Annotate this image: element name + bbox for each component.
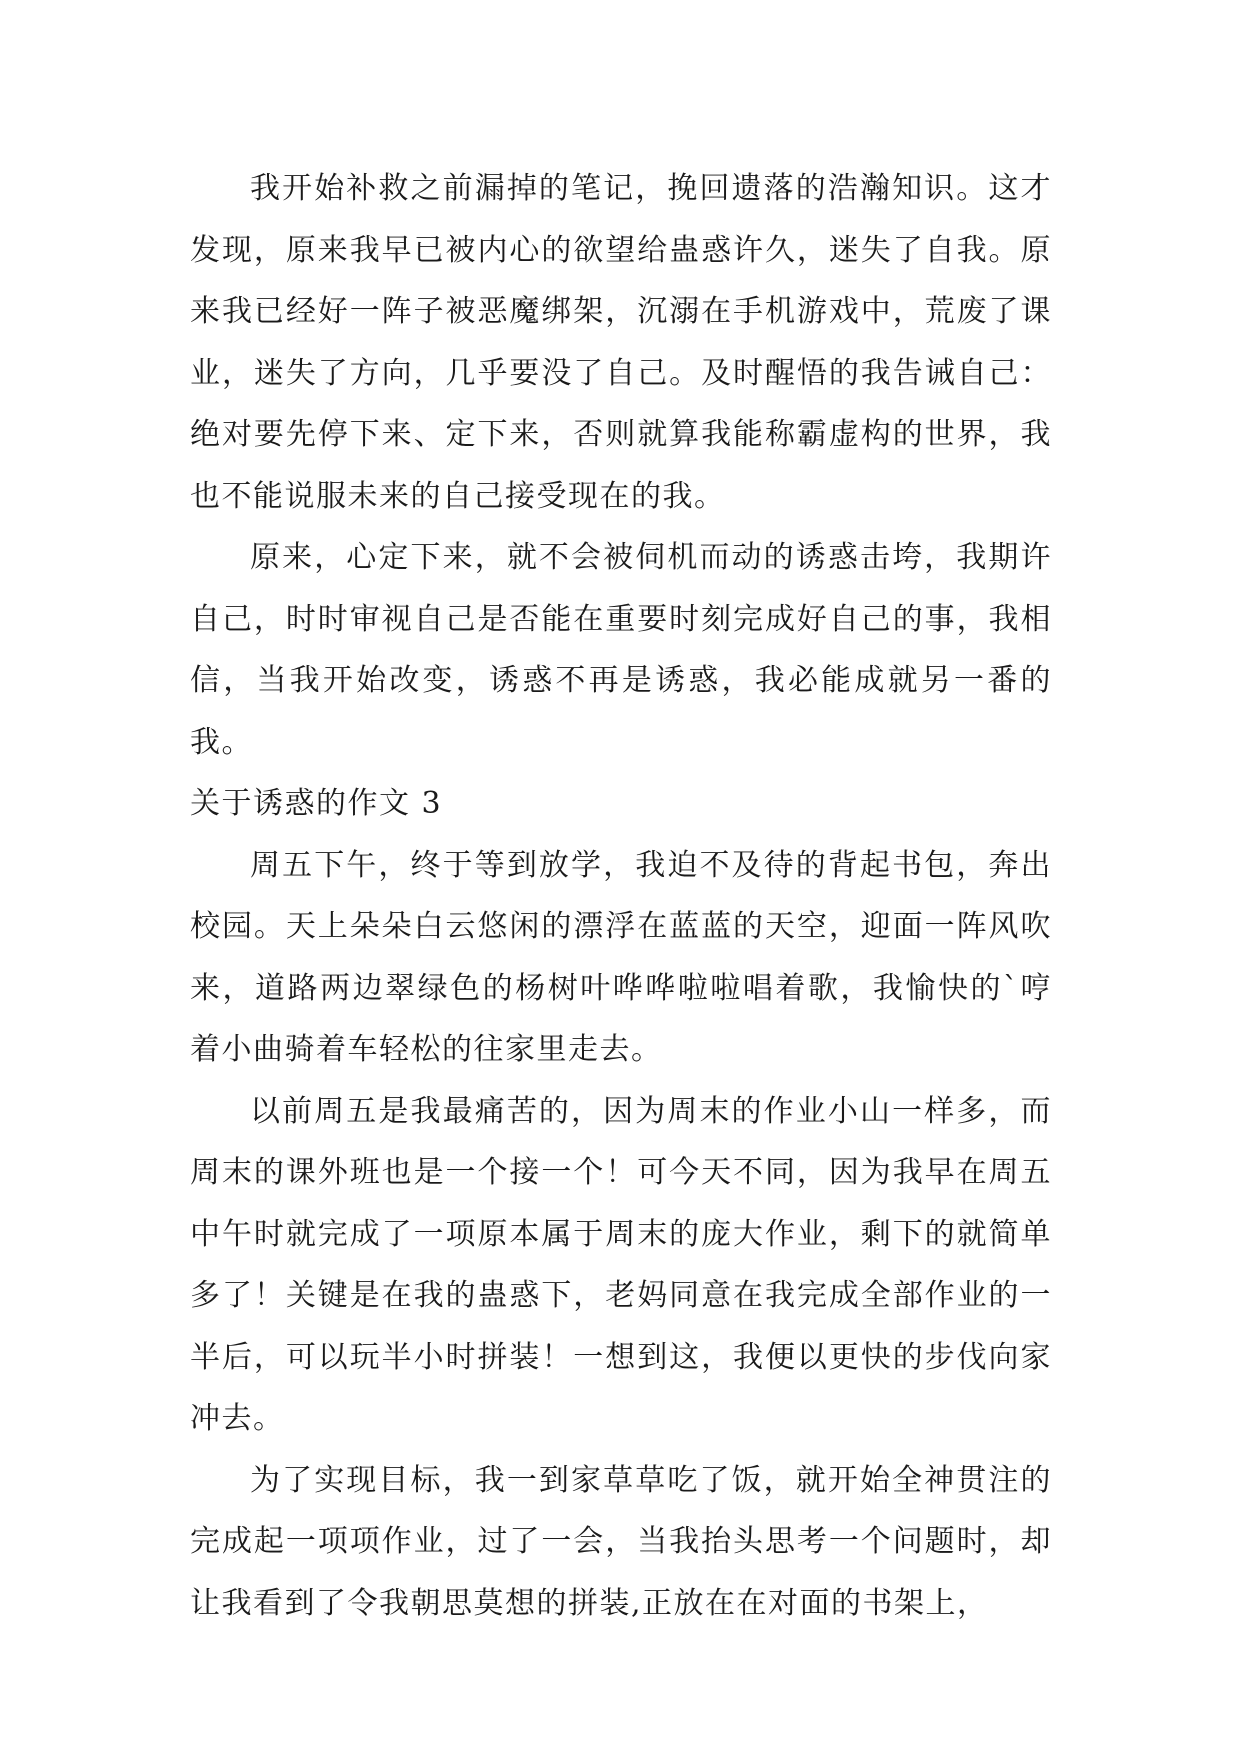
paragraph-2: 原来，心定下来，就不会被伺机而动的诱惑击垮，我期许自己，时时审视自己是否能在重要时刻完成好自己的事，我相信，当我开始改变，诱惑不再是诱惑，我必能成就另一番的我。 — [190, 540, 1052, 760]
document-body — [190, 158, 1052, 1634]
section-title: 关于诱惑的作文 3 — [190, 786, 443, 821]
paragraph-4: 以前周五是我最痛苦的，因为周末的作业小山一样多，而周末的课外班也是一个接一个！可今天不同，因为我早在周五中午时就完成了一项原本属于周末的庞大作业，剩下的就简单多了！关键是在我的蛊惑下，老妈同意在我完成全部作业的一半后，可以玩半小时拼装！一想到这，我便以更快的步伐向家冲去。 — [190, 1093, 1052, 1436]
paragraph-1: 我开始补救之前漏掉的笔记，挽回遗落的浩瀚知识。这才发现，原来我早已被内心的欲望给蛊惑许久，迷失了自我。原来我已经好一阵子被恶魔绑架，沉溺在手机游戏中，荒废了课业，迷失了方向，几乎要没了自己。及时醒悟的我告诫自己：绝对要先停下来、定下来，否则就算我能称霸虚构的世界，我也不能说服未来的自己接受现在的我。 — [190, 171, 1052, 514]
paragraph-5: 为了实现目标，我一到家草草吃了饭，就开始全神贯注的完成起一项项作业，过了一会，当我抬头思考一个问题时，却让我看到了令我朝思莫想的拼装,正放在在对面的书架上， — [190, 1462, 1052, 1621]
paragraph-3: 周五下午，终于等到放学，我迫不及待的背起书包，奔出校园。天上朵朵白云悠闲的漂浮在蓝蓝的天空，迎面一阵风吹来，道路两边翠绿色的杨树叶哗哗啦啦唱着歌，我愉快的`哼着小曲骑着车轻松的往家里走去。 — [190, 847, 1052, 1067]
